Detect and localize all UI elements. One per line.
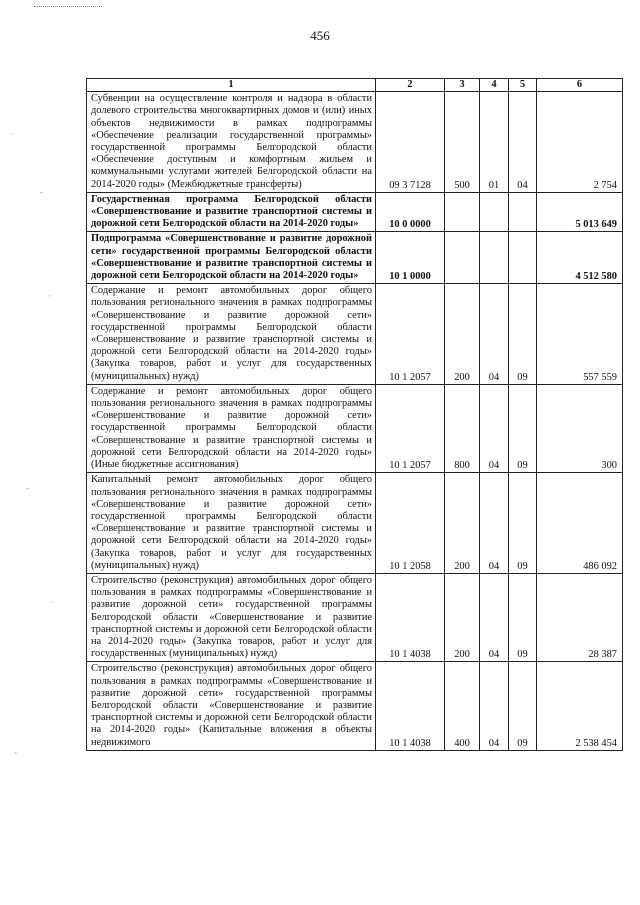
row-amount: 557 559 bbox=[537, 284, 623, 385]
row-section: 04 bbox=[480, 662, 509, 750]
row-description: Подпрограмма «Совершенствование и развитие дорожной сети» государственной программы Белгородской области «Совершенствование и развитие транспортной системы и дорожной сети Белгородской области на 2014-2020 годы» bbox=[87, 232, 376, 284]
row-description: Содержание и ремонт автомобильных дорог общего пользования регионального значения в рамках подпрограммы «Совершенствование и развитие дорожной сети» государственной программы Белгородской области «Совершенствование и развитие транспортной системы и дорожной сети Белгородской области на 2014-2020 годы» (Закупка товаров, работ и услуг для государственных (муниципальных) нужд) bbox=[87, 284, 376, 385]
row-subsection: 04 bbox=[509, 92, 537, 193]
table-row bbox=[87, 284, 623, 385]
row-amount: 28 387 bbox=[537, 573, 623, 661]
row-description: Содержание и ремонт автомобильных дорог общего пользования регионального значения в рамках подпрограммы «Совершенствование и развитие дорожной сети» государственной программы Белгородской области «Совершенствование и развитие транспортной системы и дорожной сети Белгородской области на 2014-2020 годы» (Иные бюджетные ассигнования) bbox=[87, 384, 376, 472]
table-row bbox=[87, 232, 623, 284]
scan-margin-mark: · bbox=[50, 597, 53, 607]
column-header: 6 bbox=[537, 79, 623, 92]
column-header: 3 bbox=[445, 79, 480, 92]
column-header: 2 bbox=[376, 79, 445, 92]
row-section: 04 bbox=[480, 384, 509, 472]
row-subsection: 09 bbox=[509, 662, 537, 750]
row-description: Строительство (реконструкция) автомобильных дорог общего пользования в рамках подпрограммы «Совершенствование и развитие дорожной сети» государственной программы Белгородской области «Совершенствование и развитие транспортной системы и дорожной сети Белгородской области на 2014-2020 годы» (Капитальные вложения в объекты недвижимого bbox=[87, 662, 376, 750]
row-amount: 4 512 580 bbox=[537, 232, 623, 284]
scan-margin-mark: · bbox=[10, 129, 13, 139]
row-section: 04 bbox=[480, 284, 509, 385]
column-header: 5 bbox=[509, 79, 537, 92]
row-amount: 2 538 454 bbox=[537, 662, 623, 750]
budget-table-body bbox=[87, 79, 623, 751]
scan-margin-mark: · bbox=[48, 291, 51, 301]
table-row bbox=[87, 473, 623, 574]
row-expense-type: 400 bbox=[445, 662, 480, 750]
row-expense-type: 200 bbox=[445, 473, 480, 574]
row-description: Государственная программа Белгородской области «Совершенствование и развитие транспортной системы и дорожной сети Белгородской области на 2014-2020 годы» bbox=[87, 192, 376, 232]
scan-margin-mark: - bbox=[26, 483, 29, 493]
row-subsection bbox=[509, 232, 537, 284]
row-subsection bbox=[509, 192, 537, 232]
row-target-code: 09 3 7128 bbox=[376, 92, 445, 193]
row-target-code: 10 1 4038 bbox=[376, 662, 445, 750]
row-target-code: 10 1 4038 bbox=[376, 573, 445, 661]
row-expense-type bbox=[445, 192, 480, 232]
row-amount: 2 754 bbox=[537, 92, 623, 193]
row-expense-type: 800 bbox=[445, 384, 480, 472]
row-target-code: 10 1 0000 bbox=[376, 232, 445, 284]
table-row bbox=[87, 192, 623, 232]
row-subsection: 09 bbox=[509, 573, 537, 661]
row-target-code: 10 1 2058 bbox=[376, 473, 445, 574]
budget-table bbox=[86, 78, 623, 751]
row-subsection: 09 bbox=[509, 384, 537, 472]
row-section: 01 bbox=[480, 92, 509, 193]
row-description: Субвенции на осуществление контроля и надзора в области долевого строительства многоквартирных домов и (или) иных объектов недвижимости в рамках подпрограммы «Обеспечение реализации государственной программы» государственной программы Белгородской области «Обеспечение доступным и комфортным жильем и коммунальными услугами жителей Белгородской области на 2014-2020 годы» (Межбюджетные трансферты) bbox=[87, 92, 376, 193]
row-expense-type: 200 bbox=[445, 573, 480, 661]
row-expense-type: 500 bbox=[445, 92, 480, 193]
row-amount: 5 013 649 bbox=[537, 192, 623, 232]
table-row bbox=[87, 384, 623, 472]
row-amount: 486 092 bbox=[537, 473, 623, 574]
row-section bbox=[480, 232, 509, 284]
scan-margin-mark: - bbox=[40, 187, 43, 197]
row-target-code: 10 1 2057 bbox=[376, 384, 445, 472]
column-header: 4 bbox=[480, 79, 509, 92]
scan-margin-mark: - bbox=[14, 747, 17, 757]
row-section: 04 bbox=[480, 573, 509, 661]
row-section: 04 bbox=[480, 473, 509, 574]
column-header: 1 bbox=[87, 79, 376, 92]
row-expense-type bbox=[445, 232, 480, 284]
row-amount: 300 bbox=[537, 384, 623, 472]
row-description: Строительство (реконструкция) автомобильных дорог общего пользования в рамках подпрограммы «Совершенствование и развитие дорожной сети» государственной программы Белгородской области «Совершенствование и развитие транспортной системы и дорожной сети Белгородской области на 2014-2020 годы» (Закупка товаров, работ и услуг для государственных (муниципальных) нужд) bbox=[87, 573, 376, 661]
table-row bbox=[87, 662, 623, 750]
table-row bbox=[87, 92, 623, 193]
row-expense-type: 200 bbox=[445, 284, 480, 385]
row-subsection: 09 bbox=[509, 473, 537, 574]
row-target-code: 10 1 2057 bbox=[376, 284, 445, 385]
scan-top-mark bbox=[34, 6, 102, 7]
column-number-row bbox=[87, 79, 623, 92]
page-number: 456 bbox=[310, 28, 330, 43]
row-section bbox=[480, 192, 509, 232]
table-row bbox=[87, 573, 623, 661]
row-subsection: 09 bbox=[509, 284, 537, 385]
row-target-code: 10 0 0000 bbox=[376, 192, 445, 232]
row-description: Капитальный ремонт автомобильных дорог общего пользования регионального значения в рамках подпрограммы «Совершенствование и развитие дорожной сети» государственной программы Белгородской области «Совершенствование и развитие транспортной системы и дорожной сети Белгородской области на 2014-2020 годы» (Закупка товаров, работ и услуг для государственных (муниципальных) нужд) bbox=[87, 473, 376, 574]
